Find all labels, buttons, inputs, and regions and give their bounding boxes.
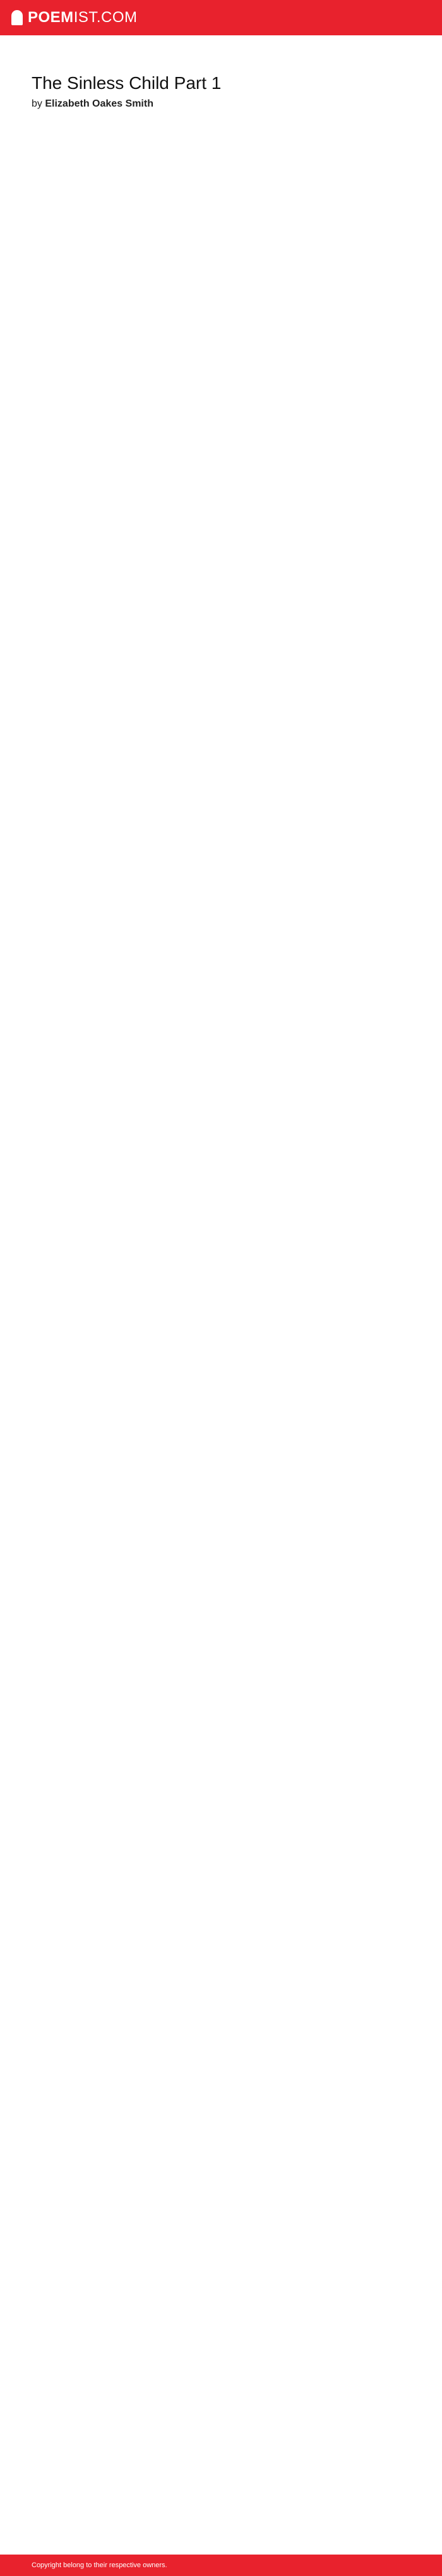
site-logo[interactable] (11, 9, 138, 26)
poem-content (0, 35, 379, 110)
copyright-text: Copyright belong to their respective owners. (32, 2561, 167, 2569)
poemist-logo-icon (11, 10, 23, 25)
logo-text: POEMIST.COM (28, 9, 138, 26)
author-name[interactable]: Elizabeth Oakes Smith (45, 98, 153, 109)
site-header (0, 0, 442, 35)
poem-byline: by Elizabeth Oakes Smith (32, 98, 153, 109)
site-footer (0, 2555, 442, 2576)
poem-title: The Sinless Child Part 1 (32, 73, 222, 93)
